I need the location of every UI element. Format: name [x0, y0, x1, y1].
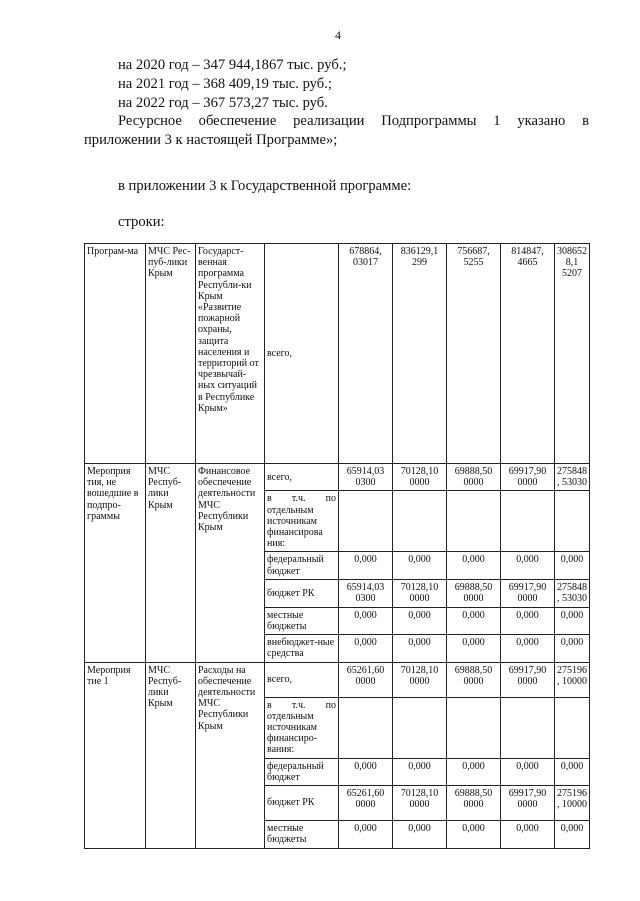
row-type: Мероприя тия, не вошедшие в подпро-граммы	[85, 464, 146, 663]
value-cell: 0,000	[501, 821, 555, 849]
value-cell: 70128,10 0000	[393, 579, 447, 607]
row-source: федеральный бюджет	[265, 758, 339, 785]
value-cell: 69917,90 0000	[501, 786, 555, 821]
row-source: всего,	[265, 662, 339, 697]
rows-label: строки:	[118, 214, 165, 230]
value-cell: 0,000	[339, 758, 393, 785]
value-cell: 0,000	[555, 758, 590, 785]
value-cell: 0,000	[393, 635, 447, 662]
value-cell: 0,000	[555, 821, 590, 849]
value-cell: 3086528,1 5207	[555, 244, 590, 464]
value-cell	[339, 491, 393, 552]
value-cell	[447, 697, 501, 758]
value-cell: 0,000	[501, 552, 555, 579]
value-cell: 70128,10 0000	[393, 662, 447, 697]
value-cell	[555, 697, 590, 758]
row-executor: МЧС Респуб-лики Крым	[146, 662, 196, 848]
row-source: бюджет РК	[265, 579, 339, 607]
row-source: бюджет РК	[265, 786, 339, 821]
value-cell: 0,000	[393, 821, 447, 849]
value-cell: 0,000	[393, 758, 447, 785]
value-cell: 69888,50 0000	[447, 662, 501, 697]
value-cell	[339, 697, 393, 758]
value-cell: 69888,50 0000	[447, 464, 501, 491]
table-row	[85, 464, 590, 491]
value-cell: 65261,60 0000	[339, 786, 393, 821]
value-cell: 0,000	[393, 607, 447, 634]
value-cell: 0,000	[555, 635, 590, 662]
value-cell: 0,000	[339, 607, 393, 634]
row-name: Государст-венная программа Республи-ки Крым «Развитие пожарной охраны, защита населения и территорий от чрезвычай-ных ситуаций в Республике Крым»	[196, 244, 265, 464]
value-cell: 0,000	[447, 758, 501, 785]
value-cell: 0,000	[339, 821, 393, 849]
value-cell: 814847, 4665	[501, 244, 555, 464]
row-source: местные бюджеты	[265, 821, 339, 849]
value-cell	[447, 491, 501, 552]
value-cell: 0,000	[447, 635, 501, 662]
row-source: в т.ч. по отдельным источникам финансиро-вания:	[265, 697, 339, 758]
row-source: всего,	[265, 464, 339, 491]
value-cell: 0,000	[555, 552, 590, 579]
value-cell	[393, 491, 447, 552]
value-cell: 0,000	[447, 552, 501, 579]
row-source: местные бюджеты	[265, 607, 339, 634]
value-cell: 0,000	[501, 758, 555, 785]
row-name: Финансовое обеспечение деятельности МЧС Республики Крым	[196, 464, 265, 663]
value-cell: 65914,03 0300	[339, 464, 393, 491]
value-cell: 0,000	[555, 607, 590, 634]
appendix-line: в приложении 3 к Государственной программе:	[118, 178, 412, 194]
value-cell: 0,000	[501, 607, 555, 634]
value-cell: 70128,10 0000	[393, 786, 447, 821]
budget-line-2022: на 2022 год – 367 573,27 тыс. руб.	[118, 95, 328, 111]
value-cell: 65914,03 0300	[339, 579, 393, 607]
value-cell: 0,000	[447, 821, 501, 849]
row-executor: МЧС Рес-пуб-лики Крым	[146, 244, 196, 464]
value-cell: 275848, 53030	[555, 579, 590, 607]
value-cell: 65261,60 0000	[339, 662, 393, 697]
page-number: 4	[335, 28, 341, 42]
value-cell: 756687, 5255	[447, 244, 501, 464]
table-row	[85, 662, 590, 697]
value-cell: 69888,50 0000	[447, 579, 501, 607]
row-source: федеральный бюджет	[265, 552, 339, 579]
value-cell: 275848, 53030	[555, 464, 590, 491]
value-cell	[555, 491, 590, 552]
value-cell	[501, 491, 555, 552]
row-name: Расходы на обеспечение деятельности МЧС Республики Крым	[196, 662, 265, 848]
row-source: в т.ч. по отдельным источникам финансирова ния:	[265, 491, 339, 552]
value-cell: 69917,90 0000	[501, 579, 555, 607]
value-cell: 69917,90 0000	[501, 464, 555, 491]
value-cell: 70128,10 0000	[393, 464, 447, 491]
row-source: всего,	[265, 244, 339, 464]
value-cell: 69917,90 0000	[501, 662, 555, 697]
value-cell: 0,000	[447, 607, 501, 634]
value-cell: 275196, 10000	[555, 786, 590, 821]
value-cell: 0,000	[339, 635, 393, 662]
value-cell: 0,000	[393, 552, 447, 579]
table-row-program	[85, 244, 590, 464]
value-cell	[501, 697, 555, 758]
value-cell: 69888,50 0000	[447, 786, 501, 821]
value-cell: 0,000	[501, 635, 555, 662]
value-cell	[393, 697, 447, 758]
value-cell: 0,000	[339, 552, 393, 579]
value-cell: 836129,1 299	[393, 244, 447, 464]
value-cell: 678864, 03017	[339, 244, 393, 464]
row-source: внебюджет-ные средства	[265, 635, 339, 662]
value-cell: 275196, 10000	[555, 662, 590, 697]
row-type: Програм-ма	[85, 244, 146, 464]
budget-line-2020: на 2020 год – 347 944,1867 тыс. руб.;	[118, 57, 347, 73]
budget-line-2021: на 2021 год – 368 409,19 тыс. руб.;	[118, 76, 332, 92]
resource-table	[84, 243, 590, 849]
paragraph-line-2: приложении 3 к настоящей Программе»;	[84, 132, 338, 148]
row-executor: МЧС Респуб-лики Крым	[146, 464, 196, 663]
paragraph-line-1: Ресурсное обеспечение реализации Подпрограммы 1 указано в	[118, 113, 589, 129]
row-type: Мероприя тие 1	[85, 662, 146, 848]
